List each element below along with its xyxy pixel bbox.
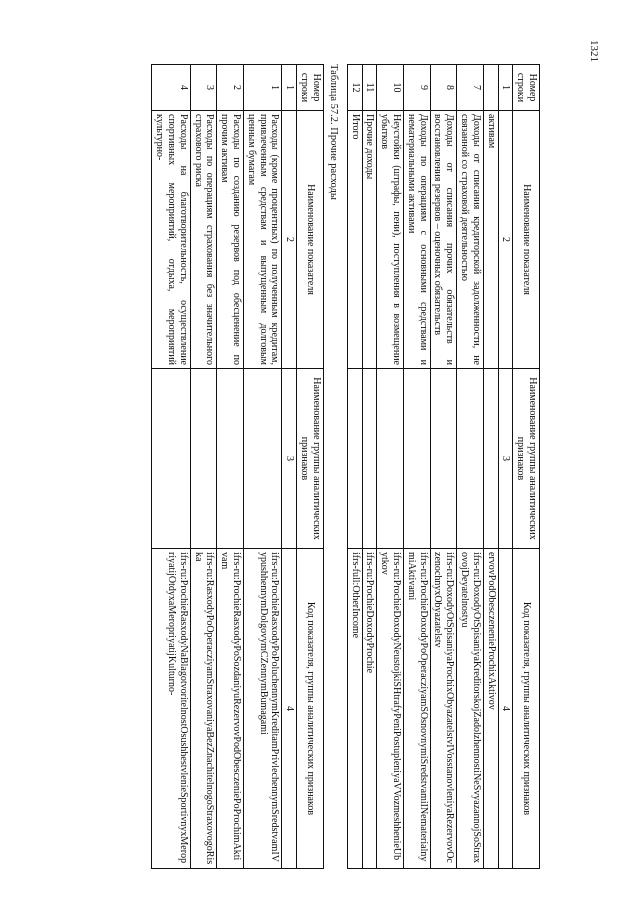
indicator-code: ifrs-ru:ProchieDoxodyPoOperacziyamSOsnovnymiSredstvamiINematerialnymiAktivami	[404, 549, 431, 869]
indicator-code: ifrs-ru:ProchieDoxodyNeustojkiSHtrafyPeniPostupleniyaVVozmeshhenieUbytkov	[377, 549, 404, 869]
indicator-code: ifrs-ru:ProchieRasxodyNaBlagotvoritelnostOsushhestvlenieSportivnyxMeropriyatijOtdyxaMeropriyatijKulturno-	[152, 549, 190, 869]
group-name	[377, 369, 404, 549]
header-row	[297, 65, 324, 869]
column-index: 3	[282, 369, 297, 549]
indicator-name: активам	[483, 111, 498, 369]
row-number: 10	[377, 65, 404, 111]
page-number: 1321	[588, 40, 600, 62]
indicator-code: ifrs-ru:RasxodyPoOperacziyamStraxovaniyaBezZnachitelnogoStraxovogoRiska	[190, 549, 217, 869]
table-row	[404, 65, 431, 869]
table-row	[483, 65, 498, 869]
header-code: Код показателя, группы аналитических признаков	[297, 549, 324, 869]
table-row	[152, 65, 190, 869]
row-number: 2	[217, 65, 244, 111]
row-number: 9	[404, 65, 431, 111]
indicator-code: ifrs-ru:ProchieRasxodyPoPoluchennymKreditamPrivlechennymSredstvamIVypushhennymDolgovymCZennymBumagami	[244, 549, 282, 869]
row-number: 7	[457, 65, 484, 111]
column-index: 3	[498, 369, 513, 549]
table-row	[347, 65, 362, 869]
row-number	[483, 65, 498, 111]
row-number: 4	[152, 65, 190, 111]
table-caption: Таблица 57.2. Прочие расходы	[327, 64, 339, 200]
indicator-name: Доходы от списания кредиторской задолженности, не связанной со страховой деятельностью	[457, 111, 484, 369]
header-row-number: Номер строки	[513, 65, 540, 111]
column-index: 2	[498, 111, 513, 369]
indicator-code: ifrs-ru:ProchieRasxodyPoSozdaniyuRezervovPodObesczeniePoProchimAktivam	[217, 549, 244, 869]
indicator-name: Доходы от списания прочих обязательств и восстановления резервов – оценочных обязательств	[430, 111, 457, 369]
header-row-number: Номер строки	[297, 65, 324, 111]
group-name	[152, 369, 190, 549]
table-row	[244, 65, 282, 869]
column-index-row	[282, 65, 297, 869]
header-indicator-name: Наименование показателя	[297, 111, 324, 369]
indicator-name: Доходы по операциям с основными средствами и нематериальными активами	[404, 111, 431, 369]
indicator-code: ifrs-ru:DoxodyOtSpisaniyaProchixObyazatelstvIVosstanovleniyaRezervovOczenochnyxObyazatelstv	[430, 549, 457, 869]
indicator-code: ifrs-full:OtherIncome	[347, 549, 362, 869]
table-row	[217, 65, 244, 869]
indicator-name: Расходы на благотворительность, осуществление спортивных мероприятий, отдыха, мероприятий культурно-	[152, 111, 190, 369]
row-number: 8	[430, 65, 457, 111]
indicator-code: ifrs-ru:ProchieDoxodyProchie	[362, 549, 377, 869]
table-row	[430, 65, 457, 869]
group-name	[483, 369, 498, 549]
indicator-name: Расходы по созданию резервов под обесценение по прочим активам	[217, 111, 244, 369]
header-row	[513, 65, 540, 869]
expenses-table	[151, 64, 323, 869]
row-number: 3	[190, 65, 217, 111]
column-index-row	[498, 65, 513, 869]
row-number: 12	[347, 65, 362, 111]
table-row	[377, 65, 404, 869]
indicator-code: ifrs-ru:DoxodyOtSpisaniyaKreditorskojZadolzhennostiNeSvyazannojSoStraxovojDeyatelnostyu	[457, 549, 484, 869]
indicator-name: Итого	[347, 111, 362, 369]
group-name	[347, 369, 362, 549]
header-code: Код показателя, группы аналитических признаков	[513, 549, 540, 869]
header-group-name: Наименование группы аналитических признаков	[513, 369, 540, 549]
indicator-code: ervovPodObesczenenieProchixAktivov	[483, 549, 498, 869]
column-index: 1	[498, 65, 513, 111]
group-name	[244, 369, 282, 549]
group-name	[190, 369, 217, 549]
indicator-name: Расходы (кроме процентных) по полученным кредитам, привлеченным средствам и выпущенным долговым ценным бумагам	[244, 111, 282, 369]
row-number: 11	[362, 65, 377, 111]
header-group-name: Наименование группы аналитических признаков	[297, 369, 324, 549]
row-number: 1	[244, 65, 282, 111]
column-index: 2	[282, 111, 297, 369]
column-index: 4	[282, 549, 297, 869]
group-name	[404, 369, 431, 549]
income-table	[347, 64, 540, 869]
group-name	[217, 369, 244, 549]
table-row	[190, 65, 217, 869]
indicator-name: Расходы по операциям страхования без значительного страхового риска	[190, 111, 217, 369]
header-indicator-name: Наименование показателя	[513, 111, 540, 369]
group-name	[457, 369, 484, 549]
group-name	[430, 369, 457, 549]
column-index: 4	[498, 549, 513, 869]
table-row	[362, 65, 377, 869]
indicator-name: Неустойки (штрафы, пени), поступления в возмещение убытков	[377, 111, 404, 369]
group-name	[362, 369, 377, 549]
table-row	[457, 65, 484, 869]
rotated-document	[60, 64, 540, 868]
column-index: 1	[282, 65, 297, 111]
indicator-name: Прочие доходы	[362, 111, 377, 369]
